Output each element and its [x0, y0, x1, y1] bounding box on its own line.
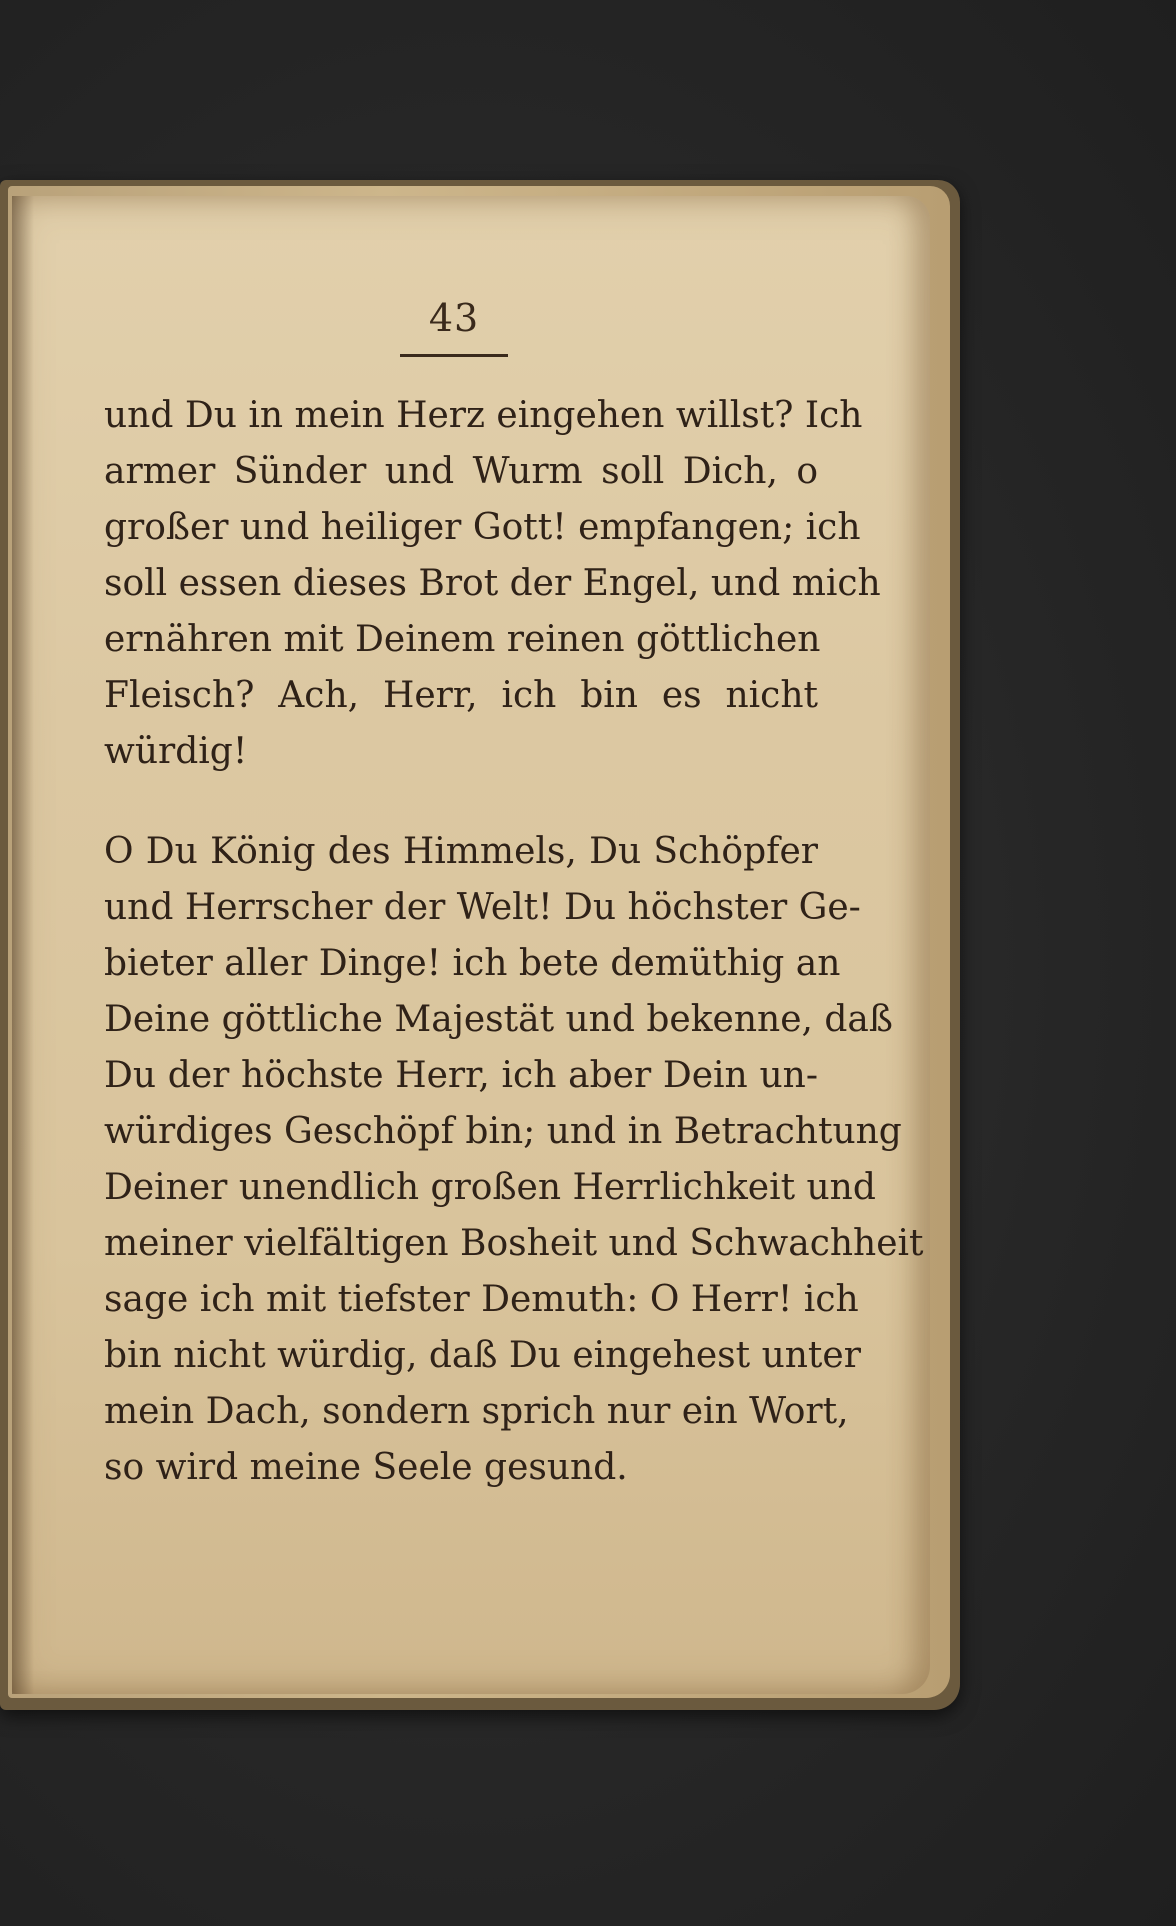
- text-line: mein Dach, sondern sprich nur ein Wort,: [104, 1391, 849, 1432]
- text-line: Deine göttliche Majestät und bekenne, daß: [104, 999, 893, 1040]
- text-line: sage ich mit tiefster Demuth: O Herr! ich: [104, 1279, 859, 1320]
- paragraph-gap: [104, 780, 818, 824]
- text-line: großer und heiliger Gott! empfangen; ich: [104, 507, 861, 548]
- text-line: Deiner unendlich großen Herrlichkeit und: [104, 1167, 876, 1208]
- text-line: bin nicht würdig, daß Du eingehest unter: [104, 1335, 861, 1376]
- text-line: und Du in mein Herz eingehen willst? Ich: [104, 395, 863, 436]
- page-number-rule: [400, 354, 508, 357]
- text-line: so wird meine Seele gesund.: [104, 1447, 628, 1488]
- text-line: soll essen dieses Brot der Engel, und mich: [104, 563, 881, 604]
- text-line: O Du König des Himmels, Du Schöpfer: [104, 831, 818, 872]
- text-line: würdig!: [104, 731, 248, 772]
- spine-shadow: [12, 196, 34, 1694]
- text-line: ernähren mit Deinem reinen göttlichen: [104, 619, 821, 660]
- page-number: 43: [428, 296, 480, 340]
- text-line: bieter aller Dinge! ich bete demüthig an: [104, 943, 841, 984]
- text-line: Du der höchste Herr, ich aber Dein un-: [104, 1055, 818, 1096]
- page-text: [104, 388, 924, 1496]
- text-line: Fleisch? Ach, Herr, ich bin es nicht: [104, 675, 818, 716]
- text-line: und Herrscher der Welt! Du höchster Ge-: [104, 887, 861, 928]
- text-line: würdiges Geschöpf bin; und in Betrachtung: [104, 1111, 902, 1152]
- text-line: meiner vielfältigen Bosheit und Schwachheit: [104, 1223, 924, 1264]
- text-line: armer Sünder und Wurm soll Dich, o: [104, 451, 818, 492]
